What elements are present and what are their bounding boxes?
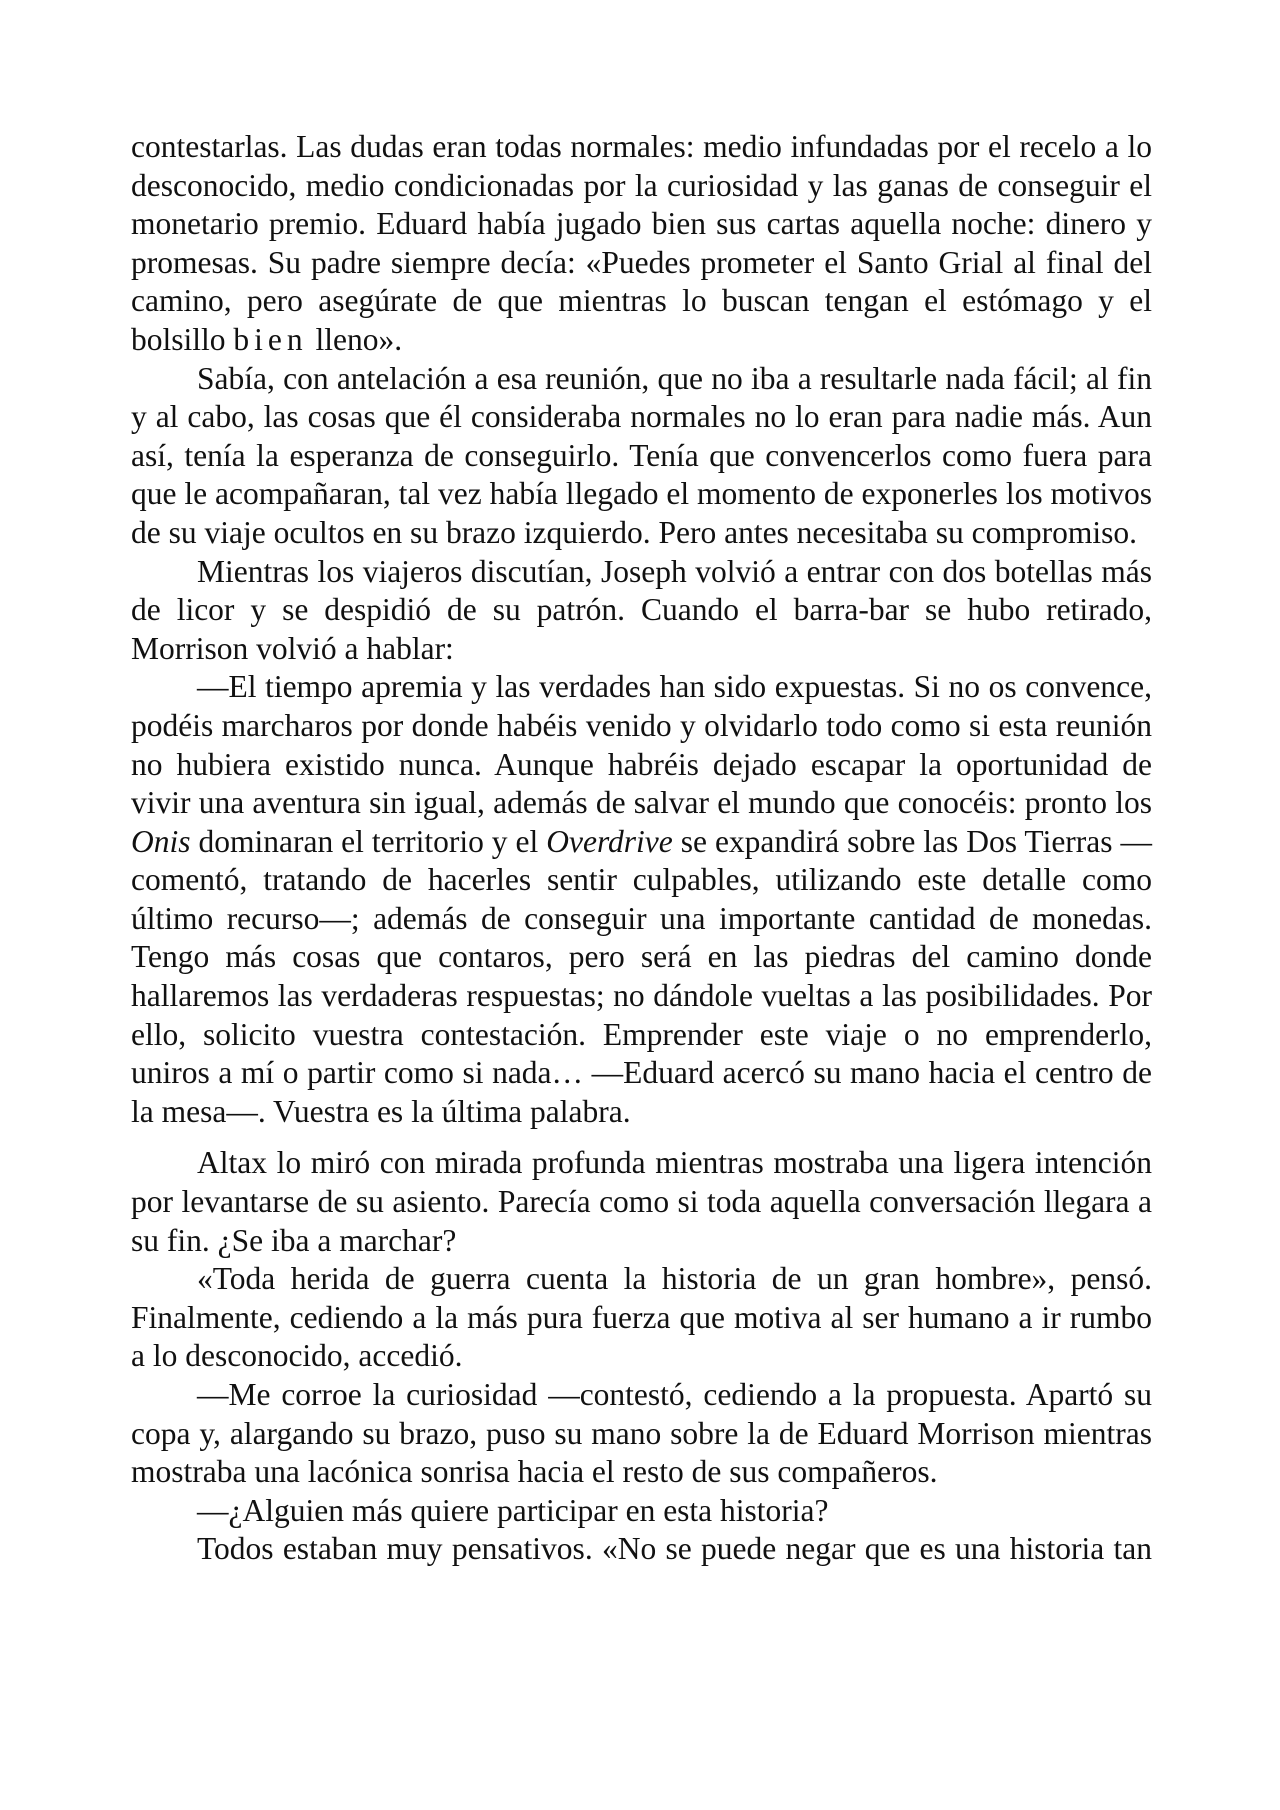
paragraph-1: [131, 128, 1152, 360]
paragraph-5: [131, 1144, 1152, 1260]
paragraph-1-end: lleno».: [307, 321, 403, 357]
paragraph-9-text: Todos estaban muy pensativos. «No se puede negar que es una historia tan: [197, 1531, 1152, 1567]
paragraph-6: [131, 1260, 1152, 1376]
paragraph-7-text: —Me corroe la curiosidad —contestó, cediendo a la propuesta. Apartó su copa y, alargando su brazo, puso su mano sobre la de Eduard Morrison mientras mostraba una lacónica sonrisa hacia el resto de sus compañeros.: [131, 1377, 1152, 1490]
paragraph-7: [131, 1376, 1152, 1492]
paragraph-9: [131, 1530, 1152, 1569]
paragraph-8: [131, 1492, 1152, 1531]
paragraph-4-text: —El tiempo apremia y las verdades han sido expuestas. Si no os convence, podéis marcharos por donde habéis venido y olvidarlo todo como si esta reunión no hubiera existido nunca. Aunque habréis dejado escapar la oportunidad de vivir una aventura sin igual, además de salvar el mundo que conocéis: pronto los: [131, 669, 1152, 821]
paragraph-2: [131, 360, 1152, 553]
paragraph-4-middle: dominaran el territorio y el: [190, 823, 547, 859]
paragraph-1-text: contestarlas. Las dudas eran todas normales: medio infundadas por el recelo a lo desconocido, medio condicionadas por la curiosidad y las ganas de conseguir el monetario premio. Eduard había jugado bien sus cartas aquella noche: dinero y promesas. Su padre siempre decía: «Puedes prometer el Santo Grial al final del camino, pero asegúrate de que mientras lo buscan tengan el estómago y el bolsillo: [131, 129, 1152, 357]
paragraph-3: [131, 553, 1152, 669]
spaced-word: bien: [233, 321, 308, 357]
paragraph-3-text: Mientras los viajeros discutían, Joseph volvió a entrar con dos botellas más de licor y se despidió de su patrón. Cuando el barra-bar se hubo retirado, Morrison volvió a hablar:: [131, 553, 1152, 666]
paragraph-2-text: Sabía, con antelación a esa reunión, que no iba a resultarle nada fácil; al fin y al cabo, las cosas que él consideraba normales no lo eran para nadie más. Aun así, tenía la esperanza de conseguirlo. Tenía que convencerlos como fuera para que le acompañaran, tal vez había llegado el momento de exponerles los motivos de su viaje ocultos en su brazo izquierdo. Pero antes necesitaba su compromiso.: [131, 360, 1152, 550]
paragraph-8-text: —¿Alguien más quiere participar en esta historia?: [197, 1492, 829, 1528]
body-text: [131, 128, 1152, 1569]
paragraph-5-text: Altax lo miró con mirada profunda mientras mostraba una ligera intención por levantarse de su asiento. Parecía como si toda aquella conversación llegara a su fin. ¿Se iba a marchar?: [131, 1145, 1152, 1258]
paragraph-4: [131, 668, 1152, 1131]
paragraph-6-text: «Toda herida de guerra cuenta la historia de un gran hombre», pensó. Finalmente, cediendo a la más pura fuerza que motiva al ser humano a ir rumbo a lo desconocido, accedió.: [131, 1261, 1152, 1374]
italic-onis: Onis: [131, 823, 191, 859]
italic-overdrive: Overdrive: [546, 823, 673, 859]
paragraph-4-end: se expandirá sobre las Dos Tierras —comentó, tratando de hacerles sentir culpables, utilizando este detalle como último recurso—; además de conseguir una importante cantidad de monedas. Tengo más cosas que contaros, pero será en las piedras del camino donde hallaremos las verdaderas respuestas; no dándole vueltas a las posibilidades. Por ello, solicito vuestra contestación. Emprender este viaje o no emprenderlo, uniros a mí o partir como si nada… —Eduard acercó su mano hacia el centro de la mesa—. Vuestra es la última palabra.: [131, 823, 1152, 1129]
